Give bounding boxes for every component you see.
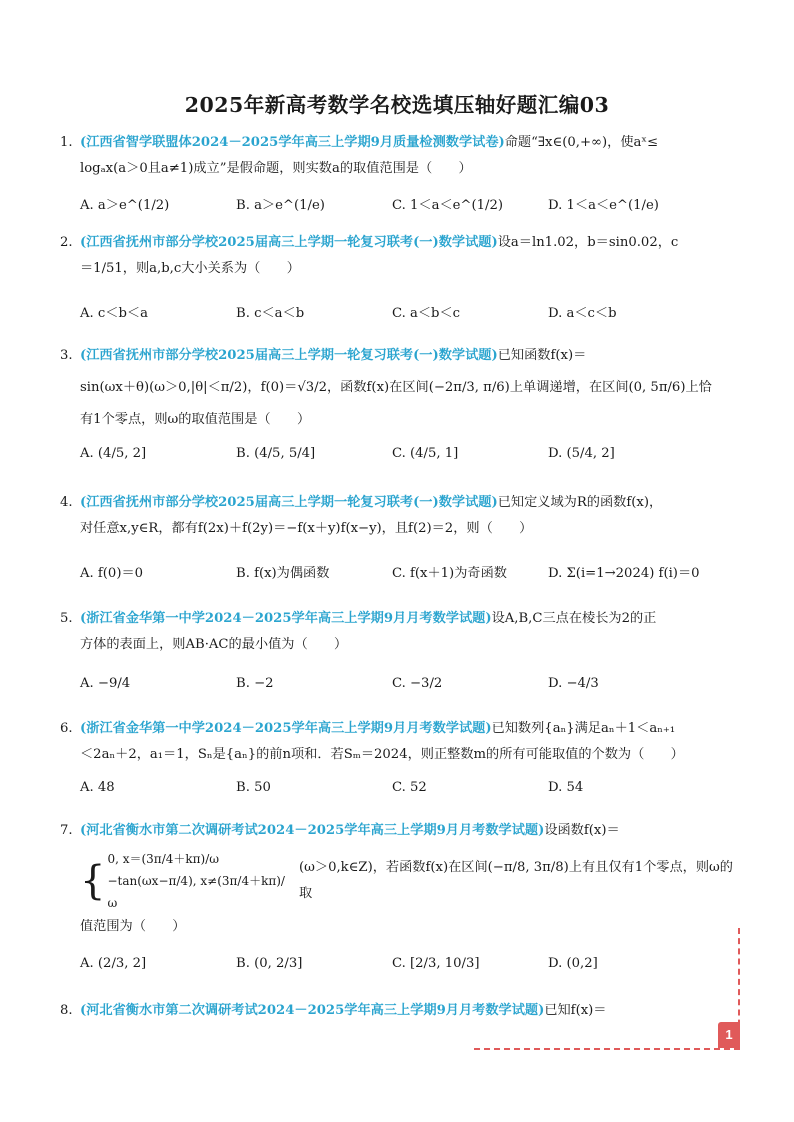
question-3 bbox=[62, 340, 742, 436]
options-5 bbox=[80, 676, 740, 700]
question-7 bbox=[62, 818, 742, 940]
option-b: B. (4/5, 5/4] bbox=[236, 446, 316, 461]
options-7 bbox=[80, 956, 740, 980]
question-1 bbox=[62, 130, 742, 182]
option-d: D. −4/3 bbox=[548, 676, 599, 691]
question-number: 8. bbox=[60, 1003, 73, 1018]
question-source: (河北省衡水市第二次调研考试2024－2025学年高三上学期9月月考数学试题) bbox=[80, 823, 545, 838]
question-text: 已知数列{aₙ}满足aₙ＋1＜aₙ₊₁ bbox=[491, 721, 676, 736]
question-2 bbox=[62, 230, 742, 282]
question-text: 已知f(x)＝ bbox=[544, 1003, 607, 1018]
question-text: logₐx(a＞0且a≠1)成立”是假命题，则实数a的取值范围是（ ） bbox=[80, 161, 472, 176]
option-c: C. 1＜a＜e^(1/2) bbox=[392, 198, 503, 213]
option-a: A. a＞e^(1/2) bbox=[80, 198, 170, 213]
options-4 bbox=[80, 562, 740, 586]
option-c: C. 52 bbox=[392, 780, 427, 795]
question-number: 7. bbox=[60, 823, 73, 838]
question-number: 2. bbox=[60, 235, 73, 250]
question-text: 值范围为（ ） bbox=[80, 919, 186, 934]
question-text: 设A,B,C三点在棱长为2的正 bbox=[491, 611, 657, 626]
question-text: 命题“∃x∈(0,+∞)，使aˣ≤ bbox=[504, 135, 659, 150]
question-text: sin(ωx＋θ)(ω＞0,|θ|＜π/2)，f(0)＝√3/2，函数f(x)在区间(−2π/3, π/6)上单调递增，在区间(0, 5π/6)上恰 bbox=[80, 380, 712, 395]
question-source: (江西省抚州市部分学校2025届高三上学期一轮复习联考(一)数学试题) bbox=[80, 495, 498, 510]
page-number-badge: 1 bbox=[718, 1022, 740, 1048]
option-d: D. 54 bbox=[548, 780, 584, 795]
question-source: (浙江省金华第一中学2024－2025学年高三上学期9月月考数学试题) bbox=[80, 611, 492, 626]
options-2 bbox=[80, 302, 740, 326]
question-source: (江西省抚州市部分学校2025届高三上学期一轮复习联考(一)数学试题) bbox=[80, 235, 498, 250]
option-d: D. Σ(i=1→2024) f(i)＝0 bbox=[548, 566, 700, 581]
brace-glyph: { bbox=[80, 858, 106, 904]
page-title: 2025年新高考数学名校选填压轴好题汇编03 bbox=[184, 93, 610, 117]
question-number: 6. bbox=[60, 721, 73, 736]
question-text: 已知函数f(x)＝ bbox=[497, 348, 587, 363]
question-text: 有1个零点，则ω的取值范围是（ ） bbox=[80, 412, 311, 427]
question-6 bbox=[62, 716, 742, 768]
question-number: 5. bbox=[60, 611, 73, 626]
question-8 bbox=[62, 998, 742, 1024]
option-a: A. c＜b＜a bbox=[80, 306, 148, 321]
option-b: B. a＞e^(1/e) bbox=[236, 198, 325, 213]
page-corner-border-horizontal bbox=[474, 1048, 740, 1050]
option-c: C. f(x＋1)为奇函数 bbox=[392, 566, 507, 581]
option-c: C. [2/3, 10/3] bbox=[392, 956, 480, 971]
option-d: D. (5/4, 2] bbox=[548, 446, 615, 461]
option-a: A. (2/3, 2] bbox=[80, 956, 147, 971]
question-number: 4. bbox=[60, 495, 73, 510]
options-3 bbox=[80, 446, 740, 470]
option-d: D. 1＜a＜e^(1/e) bbox=[548, 198, 659, 213]
question-5 bbox=[62, 606, 742, 658]
question-text: 已知定义域为R的函数f(x)， bbox=[497, 495, 663, 510]
option-c: C. (4/5, 1] bbox=[392, 446, 459, 461]
question-text: (ω＞0,k∈Z)，若函数f(x)在区间(−π/8, 3π/8)上有且仅有1个零点，则ω的取 bbox=[299, 860, 733, 901]
question-text: ＝1/51，则a,b,c大小关系为（ ） bbox=[80, 261, 300, 276]
question-source: (浙江省金华第一中学2024－2025学年高三上学期9月月考数学试题) bbox=[80, 721, 492, 736]
question-text: ＜2aₙ＋2，a₁＝1，Sₙ是{aₙ}的前n项和．若Sₘ＝2024，则正整数m的所有可能取值的个数为（ ） bbox=[80, 747, 684, 762]
piecewise-cases bbox=[107, 848, 293, 914]
option-b: B. (0, 2/3] bbox=[236, 956, 303, 971]
piecewise-definition bbox=[80, 848, 742, 914]
question-number: 1. bbox=[60, 135, 73, 150]
piece-case: 0, x＝(3π/4＋kπ)/ω bbox=[107, 852, 220, 866]
question-text: 设a＝ln1.02，b＝sin0.02，c bbox=[497, 235, 679, 250]
option-b: B. f(x)为偶函数 bbox=[236, 566, 330, 581]
question-source: (河北省衡水市第二次调研考试2024－2025学年高三上学期9月月考数学试题) bbox=[80, 1003, 545, 1018]
option-d: D. a＜c＜b bbox=[548, 306, 617, 321]
question-text: 设函数f(x)＝ bbox=[544, 823, 620, 838]
question-text: 方体的表面上，则AB·AC的最小值为（ ） bbox=[80, 637, 348, 652]
option-c: C. a＜b＜c bbox=[392, 306, 461, 321]
options-1 bbox=[80, 194, 740, 218]
question-text: 对任意x,y∈R，都有f(2x)＋f(2y)＝−f(x＋y)f(x−y)，且f(2)＝2，则（ ） bbox=[80, 521, 533, 536]
question-source: (江西省抚州市部分学校2025届高三上学期一轮复习联考(一)数学试题) bbox=[80, 348, 498, 363]
option-a: A. (4/5, 2] bbox=[80, 446, 147, 461]
options-6 bbox=[80, 780, 740, 804]
option-d: D. (0,2] bbox=[548, 956, 598, 971]
option-b: B. 50 bbox=[236, 780, 271, 795]
option-a: A. 48 bbox=[80, 780, 115, 795]
option-a: A. f(0)＝0 bbox=[80, 566, 144, 581]
question-number: 3. bbox=[60, 348, 73, 363]
piece-case: −tan(ωx−π/4), x≠(3π/4＋kπ)/ω bbox=[107, 874, 285, 910]
option-b: B. −2 bbox=[236, 676, 274, 691]
question-source: (江西省智学联盟体2024－2025学年高三上学期9月质量检测数学试卷) bbox=[80, 135, 505, 150]
question-4 bbox=[62, 490, 742, 542]
option-b: B. c＜a＜b bbox=[236, 306, 305, 321]
option-a: A. −9/4 bbox=[80, 676, 131, 691]
option-c: C. −3/2 bbox=[392, 676, 443, 691]
